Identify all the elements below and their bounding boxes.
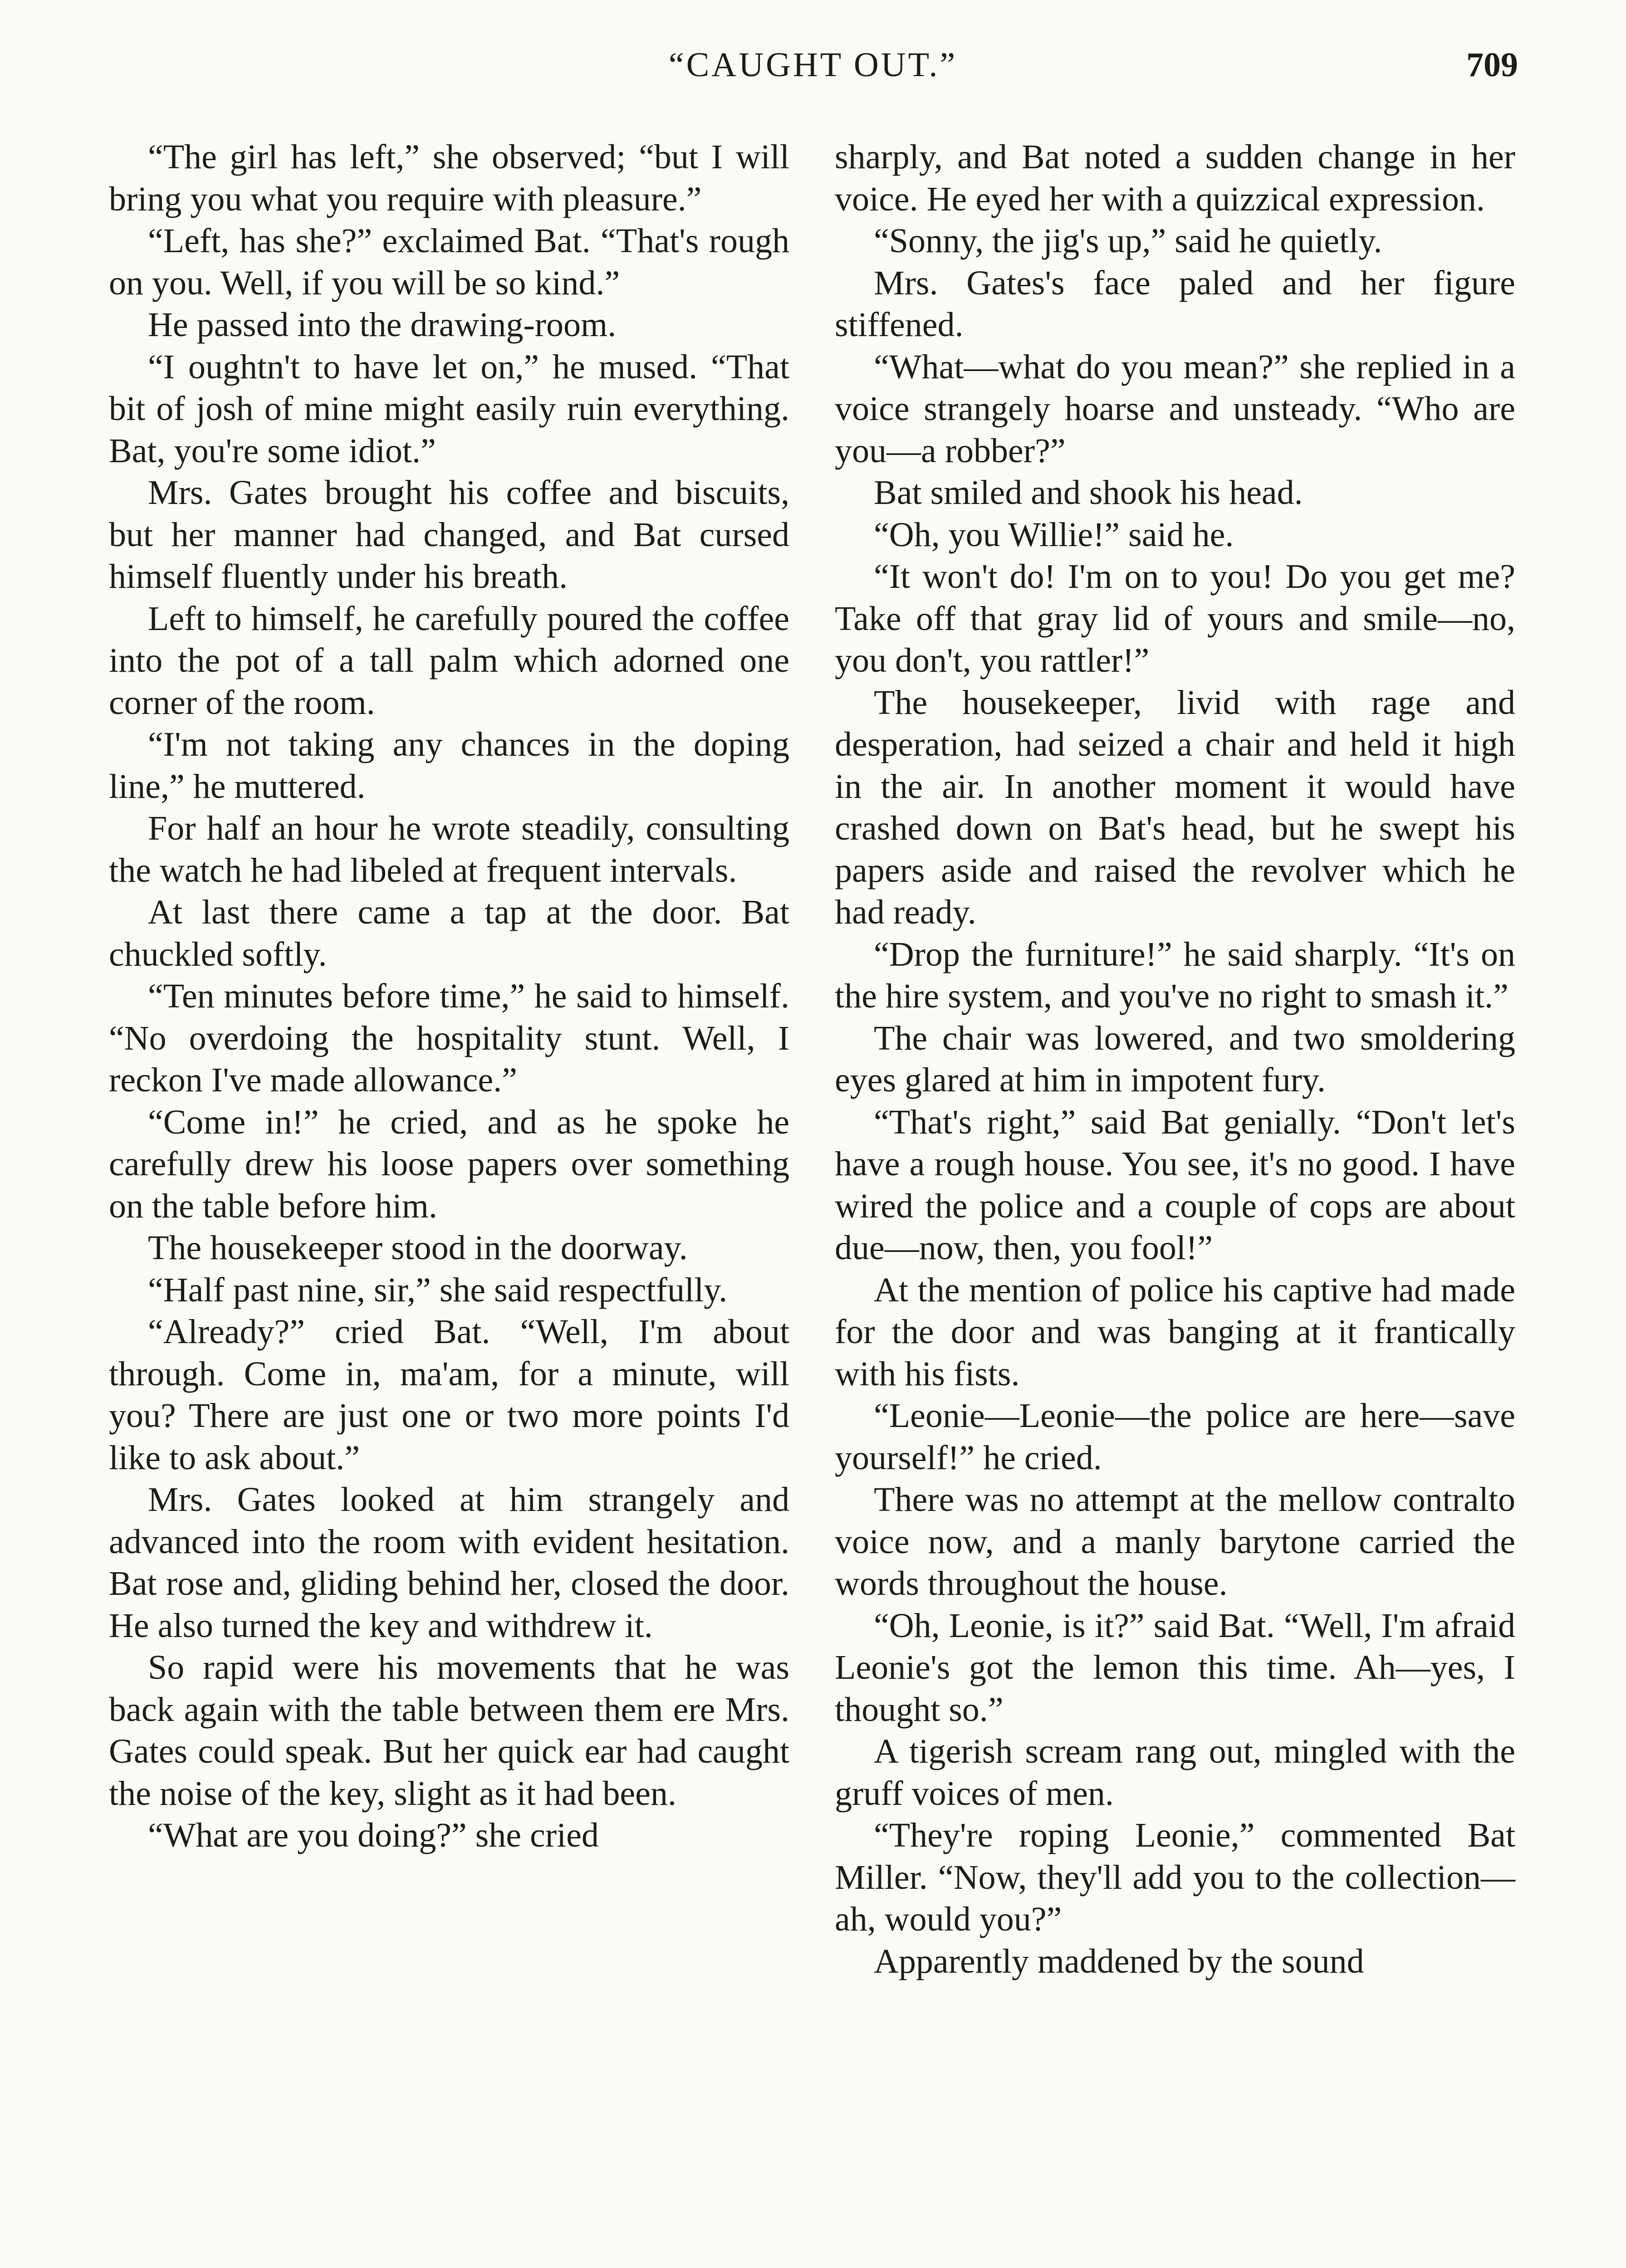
page-header [0,45,1626,95]
paragraph: He passed into the drawing-room. [148,306,617,344]
paragraph: The housekeeper stood in the doorway. [148,1229,688,1267]
paragraph: “I'm not taking any chances in the doping line,” he muttered. [109,725,789,806]
paragraph: So rapid were his movements that he was back again with the table between them ere Mrs. Gates could speak. But her quick ear had caught the noise of the key, slight as it had been. [109,1648,789,1813]
paragraph: Bat smiled and shook his head. [874,474,1303,512]
paragraph: Mrs. Gates looked at him strangely and advanced into the room with evident hesitation. Bat rose and, gliding behind her, closed the door. He also turned the key and withdrew it. [109,1481,789,1645]
paragraph: “That's right,” said Bat genially. “Don't let's have a rough house. You see, it's no good. I have wired the police and a couple of cops are about due—now, then, you fool!” [835,1103,1515,1267]
paragraph: “I oughtn't to have let on,” he mused. “That bit of josh of mine might easily ruin everything. Bat, you're some idiot.” [109,347,789,470]
paragraph: There was no attempt at the mellow contralto voice now, and a manly barytone carried the words throughout the house. [835,1481,1515,1603]
paragraph: At the mention of police his captive had made for the door and was banging at it frantically with his fists. [835,1271,1515,1393]
paragraph: “Come in!” he cried, and as he spoke he carefully drew his loose papers over something on the table before him. [109,1103,789,1225]
left-column [109,136,789,1857]
paragraph: The chair was lowered, and two smoldering eyes glared at him in impotent fury. [835,1019,1515,1099]
page-number: 709 [1466,46,1518,84]
paragraph: “Oh, Leonie, is it?” said Bat. “Well, I'm afraid Leonie's got the lemon this time. Ah—yes, I thought so.” [835,1606,1515,1729]
paragraph: “Half past nine, sir,” she said respectfully. [148,1271,728,1309]
paragraph: At last there came a tap at the door. Bat chuckled softly. [109,893,789,973]
paragraph: “Ten minutes before time,” he said to himself. “No overdoing the hospitality stunt. Well, I reckon I've made allowance.” [109,977,789,1099]
paragraph: Apparently maddened by the sound [874,1942,1364,1980]
paragraph: “Left, has she?” exclaimed Bat. “That's rough on you. Well, if you will be so kind.” [109,222,789,302]
paragraph: The housekeeper, livid with rage and desperation, had seized a chair and held it high in the air. In another moment it would have crashed down on Bat's head, but he swept his papers aside and raised the revolver which he had ready. [835,683,1515,931]
paragraph: “Sonny, the jig's up,” said he quietly. [874,222,1382,260]
paragraph: “Leonie—Leonie—the police are here—save yourself!” he cried. [835,1397,1515,1477]
paragraph: “The girl has left,” she observed; “but I will bring you what you require with pleasure.” [109,138,789,218]
right-column [835,136,1515,1982]
paragraph: “They're roping Leonie,” commented Bat Miller. “Now, they'll add you to the collection—ah, would you?” [835,1816,1515,1938]
paragraph: “What are you doing?” she cried [148,1816,599,1854]
paragraph: “What—what do you mean?” she replied in a voice strangely hoarse and unsteady. “Who are you—a robber?” [835,347,1515,470]
paragraph: Mrs. Gates brought his coffee and biscuits, but her manner had changed, and Bat cursed himself fluently under his breath. [109,474,789,596]
paragraph: A tigerish scream rang out, mingled with the gruff voices of men. [835,1732,1515,1813]
paragraph: Mrs. Gates's face paled and her figure stiffened. [835,264,1515,344]
paragraph: Left to himself, he carefully poured the coffee into the pot of a tall palm which adorned one corner of the room. [109,599,789,722]
paragraph: “It won't do! I'm on to you! Do you get me? Take off that gray lid of yours and smile—no, you don't, you rattler!” [835,557,1515,679]
paragraph: “Oh, you Willie!” said he. [874,515,1234,554]
paragraph: For half an hour he wrote steadily, consulting the watch he had libeled at frequent intervals. [109,809,789,890]
paragraph: “Already?” cried Bat. “Well, I'm about through. Come in, ma'am, for a minute, will you? There are just one or two more points I'd like to ask about.” [109,1313,789,1477]
paragraph-continued: sharply, and Bat noted a sudden change in her voice. He eyed her with a quizzical expression. [835,138,1515,218]
running-title: “CAUGHT OUT.” [668,46,958,84]
paragraph: “Drop the furniture!” he said sharply. “It's on the hire system, and you've no right to smash it.” [835,935,1515,1015]
